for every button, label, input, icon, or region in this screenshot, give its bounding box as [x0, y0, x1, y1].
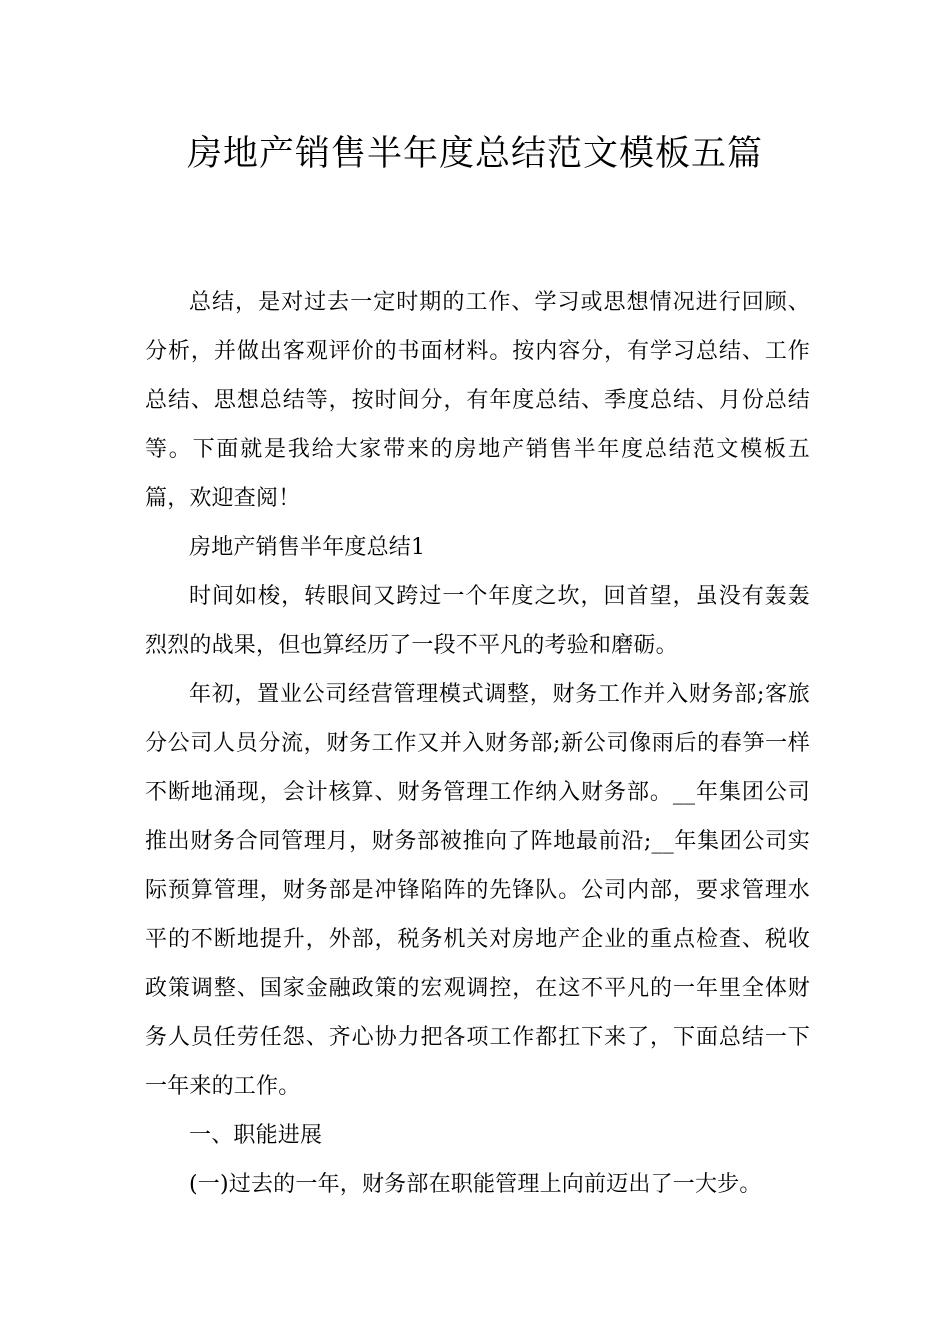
section-heading-1: 房地产销售半年度总结1	[189, 535, 426, 560]
subheading-functions: 一、职能进展	[189, 1123, 323, 1148]
paragraph-opening: 时间如梭，转眼间又跨过一个年度之坎，回首望，虽没有轰轰烈烈的战果，但也算经历了一段不平凡的考验和磨砺。	[145, 584, 810, 658]
intro-paragraph: 总结，是对过去一定时期的工作、学习或思想情况进行回顾、分析，并做出客观评价的书面材料。按内容分，有学习总结、工作总结、思想总结等，按时间分，有年度总结、季度总结、月份总结等。下面就是我给大家带来的房地产销售半年度总结范文模板五篇，欢迎查阅！	[145, 290, 810, 511]
paragraph-year-review: 年初，置业公司经营管理模式调整，财务工作并入财务部;客旅分公司人员分流，财务工作又并入财务部;新公司像雨后的春笋一样不断地涌现，会计核算、财务管理工作纳入财务部。__年集团公司推出财务合同管理月，财务部被推向了阵地最前沿;__年集团公司实际预算管理，财务部是冲锋陷阵的先锋队。公司内部，要求管理水平的不断地提升，外部，税务机关对房地产企业的重点检查、税收政策调整、国家金融政策的宏观调控，在这不平凡的一年里全体财务人员任劳任怨、齐心协力把各项工作都扛下来了，下面总结一下一年来的工作。	[145, 682, 810, 1099]
document-title: 房地产销售半年度总结范文模板五篇	[186, 134, 763, 174]
paragraph-function-1: (一)过去的一年，财务部在职能管理上向前迈出了一大步。	[189, 1172, 762, 1197]
document-body	[145, 278, 810, 1209]
